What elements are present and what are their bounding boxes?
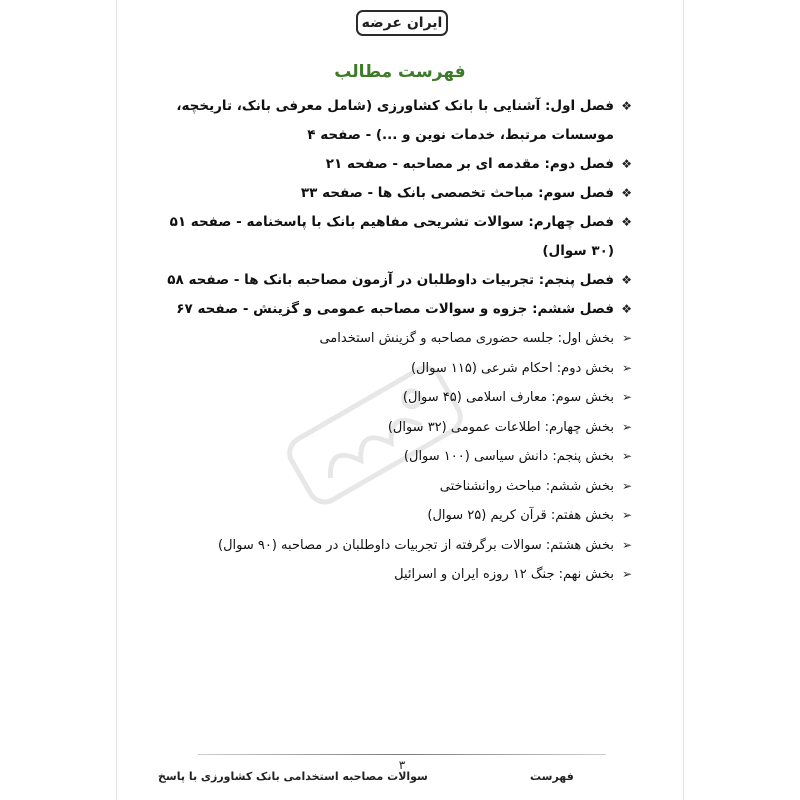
section-text: بخش نهم: جنگ ۱۲ روزه ایران و اسرائیل xyxy=(394,567,614,582)
section-text: بخش هفتم: قرآن کریم (۲۵ سوال) xyxy=(427,508,614,523)
toc-chapter-5 xyxy=(154,266,632,295)
diamond-bullet-icon: ❖ xyxy=(621,157,632,171)
section-text: بخش اول: جلسه حضوری مصاحبه و گزینش استخدامی xyxy=(319,331,614,346)
diamond-bullet-icon: ❖ xyxy=(621,99,632,113)
chapter-text: فصل دوم: مقدمه ای بر مصاحبه - صفحه ۲۱ xyxy=(325,156,614,172)
footer-divider xyxy=(198,754,606,755)
diamond-bullet-icon: ❖ xyxy=(621,215,632,229)
toc-chapter-4 xyxy=(154,208,632,266)
toc-chapter-1 xyxy=(154,92,632,150)
arrow-bullet-icon: ➢ xyxy=(621,537,632,552)
arrow-bullet-icon: ➢ xyxy=(621,390,632,404)
arrow-bullet-icon: ➢ xyxy=(621,449,632,463)
chapter-text: فصل ششم: جزوه و سوالات مصاحبه عمومی و گزینش - صفحه ۶۷ xyxy=(176,301,614,317)
section-text: بخش دوم: احکام شرعی (۱۱۵ سوال) xyxy=(410,360,614,376)
toc-section-6 xyxy=(154,472,632,502)
arrow-bullet-icon: ➢ xyxy=(621,419,632,434)
chapter-text: فصل سوم: مباحث تخصصی بانک ها - صفحه ۳۳ xyxy=(300,185,614,201)
toc-section-8 xyxy=(154,531,632,561)
section-text: بخش چهارم: اطلاعات عمومی (۳۲ سوال) xyxy=(387,419,614,435)
toc-section-1 xyxy=(154,324,632,354)
toc-section-7 xyxy=(154,501,632,531)
arrow-bullet-icon: ➢ xyxy=(621,567,632,581)
footer-section-label: فهرست xyxy=(530,770,574,783)
toc-section-4 xyxy=(154,413,632,443)
toc-section-5 xyxy=(154,442,632,472)
footer-book-title: سوالات مصاحبه استخدامی بانک کشاورزی با پاسخ xyxy=(158,770,428,783)
table-of-contents xyxy=(154,92,632,590)
chapter-6-sections xyxy=(154,324,632,590)
arrow-bullet-icon: ➢ xyxy=(621,508,632,522)
chapter-text: فصل پنجم: تجربیات داوطلبان در آزمون مصاحبه بانک ها - صفحه ۵۸ xyxy=(167,272,614,288)
chapter-text: فصل اول: آشنایی با بانک کشاورزی (شامل معرفی بانک، تاریخچه، موسسات مرتبط، خدمات نوین و ...) - صفحه ۴ xyxy=(176,98,614,143)
logo-text: ایران عرضه xyxy=(361,15,443,31)
section-text: بخش هشتم: سوالات برگرفته از تجربیات داوطلبان در مصاحبه (۹۰ سوال) xyxy=(218,537,614,553)
section-text: بخش سوم: معارف اسلامی (۴۵ سوال) xyxy=(402,390,614,405)
toc-chapter-3 xyxy=(154,179,632,208)
diamond-bullet-icon: ❖ xyxy=(621,273,632,287)
toc-chapter-2 xyxy=(154,150,632,179)
section-text: بخش ششم: مباحث روانشناختی xyxy=(439,478,614,494)
toc-chapter-6 xyxy=(154,295,632,324)
toc-section-2 xyxy=(154,354,632,384)
diamond-bullet-icon: ❖ xyxy=(621,186,632,200)
brand-logo xyxy=(356,10,448,36)
arrow-bullet-icon: ➢ xyxy=(621,478,632,493)
diamond-bullet-icon: ❖ xyxy=(621,302,632,316)
toc-title: فهرست مطالب xyxy=(334,62,466,82)
arrow-bullet-icon: ➢ xyxy=(621,360,632,375)
toc-section-3 xyxy=(154,383,632,413)
toc-section-9 xyxy=(154,560,632,590)
arrow-bullet-icon: ➢ xyxy=(621,331,632,345)
section-text: بخش پنجم: دانش سیاسی (۱۰۰ سوال) xyxy=(403,449,614,464)
chapter-text: فصل چهارم: سوالات تشریحی مفاهیم بانک با پاسخنامه - صفحه ۵۱ (۳۰ سوال) xyxy=(169,214,614,259)
page-number: ۳ xyxy=(398,758,406,772)
